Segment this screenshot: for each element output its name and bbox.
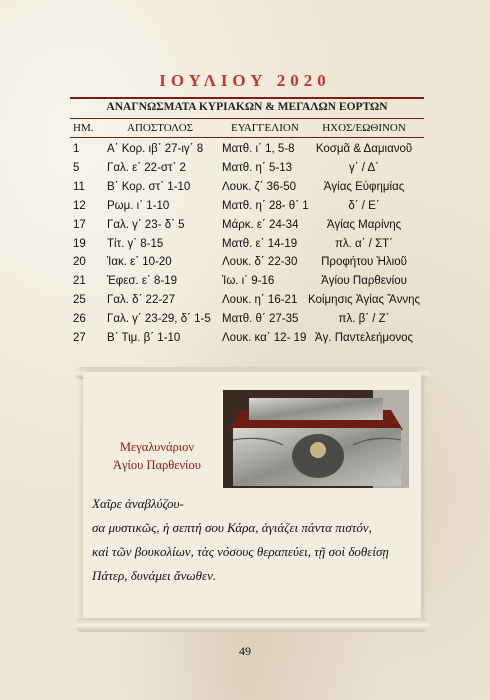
cell-gospel: Ματθ. η΄ 28- θ΄ 1 (222, 199, 309, 212)
cell-gospel: Λουκ. ζ΄ 36-50 (222, 180, 297, 193)
cell-day: 27 (73, 332, 86, 344)
col-header-apostle: ΑΠΟΣΤΟΛΟΣ (127, 122, 194, 134)
cell-echos: πλ. α΄ / ΣΤ΄ (334, 237, 394, 250)
cell-apostle: Γαλ. γ΄ 23- δ΄ 5 (107, 218, 185, 231)
readings-subtitle: ΑΝΑΓΝΩΣΜΑΤΑ ΚΥΡΙΑΚΩΝ & ΜΕΓΑΛΩΝ ΕΟΡΤΩΝ (106, 101, 388, 113)
hymn-line: Χαῖρε ἀναβλύζου- (92, 496, 184, 511)
cell-gospel: Ματθ. ε΄ 14-19 (222, 237, 298, 250)
cell-gospel: Λουκ. κα΄ 12- 19 (222, 332, 307, 344)
month-title: ΙΟΥΛΙΟΥ 2020 (159, 71, 331, 90)
cell-echos: δ΄ / Ε΄ (348, 199, 380, 212)
cell-day: 5 (73, 161, 80, 174)
cell-apostle: Ἰακ. ε΄ 10-20 (107, 256, 172, 269)
cell-echos: Ἁγ. Παντελεήμονος (314, 332, 414, 344)
cell-day: 11 (73, 180, 85, 193)
hymn-title (99, 438, 215, 474)
cell-echos: Κοσμᾶ & Δαμιανοῦ (315, 143, 413, 155)
hymn-text (92, 492, 414, 588)
hymn-line: σα μυστικῶς, ἡ σεπτή σου Κάρα, ἁγιάζει πάντα πιστόν, (92, 520, 372, 535)
cell-apostle: Γαλ. δ΄ 22-27 (107, 294, 175, 307)
cell-apostle: Β΄ Τιμ. β΄ 1-10 (107, 332, 181, 344)
cell-apostle: Ρωμ. ι΄ 1-10 (107, 199, 170, 212)
header-rule (70, 137, 424, 138)
scroll-roll-bottom (75, 618, 429, 632)
hymn-title-line1: Μεγαλυνάριον (119, 440, 195, 454)
col-header-day: ΗΜ. (73, 122, 94, 134)
cell-gospel: Ματθ. ι΄ 1, 5-8 (222, 143, 295, 155)
cell-day: 21 (73, 275, 86, 288)
top-rule (70, 97, 424, 99)
cell-gospel: Μάρκ. ε΄ 24-34 (222, 218, 299, 231)
cell-apostle: Γαλ. ε΄ 22-στ΄ 2 (107, 161, 186, 174)
cell-apostle: Τίτ. γ΄ 8-15 (107, 237, 164, 250)
cell-gospel: Λουκ. δ΄ 22-30 (222, 256, 298, 269)
cell-day: 19 (73, 237, 86, 250)
cell-day: 12 (73, 199, 86, 212)
cell-apostle: Ἐφεσ. ε΄ 8-19 (107, 275, 178, 288)
cell-echos: πλ. β΄ / Ζ΄ (338, 313, 390, 326)
cell-echos: Προφήτου Ἠλιοῦ (321, 256, 407, 269)
hymn-title-line2: Ἁγίου Παρθενίου (113, 458, 201, 472)
cell-gospel: Ματθ. η΄ 5-13 (222, 161, 292, 174)
cell-apostle: Α΄ Κορ. ιβ΄ 27-ιγ΄ 8 (107, 143, 204, 155)
cell-apostle: Γαλ. γ΄ 23-29, δ΄ 1-5 (107, 313, 211, 326)
cell-echos: γ΄ / Δ΄ (348, 161, 380, 174)
hymn-line: καὶ τῶν βουκολίων, τὰς νόσους θεραπεύει, τῇ σοὶ δοθείσῃ (92, 544, 389, 559)
cell-apostle: Β΄ Κορ. στ΄ 1-10 (107, 180, 191, 193)
subtitle-rule (70, 118, 424, 119)
col-header-echos: ΗΧΟΣ/ΕΩΘΙΝΟΝ (322, 122, 406, 134)
cell-echos: Ἁγίου Παρθενίου (321, 275, 407, 288)
cell-gospel: Ἰω. ι΄ 9-16 (222, 275, 275, 288)
cell-gospel: Λουκ. η΄ 16-21 (222, 294, 298, 307)
reliquary-photo (223, 390, 409, 488)
cell-day: 1 (73, 143, 80, 155)
col-header-gospel: ΕΥΑΓΓΕΛΙΟΝ (231, 122, 299, 134)
cell-day: 26 (73, 313, 86, 326)
hymn-line: Πάτερ, δυνάμει ἄνωθεν. (92, 568, 217, 583)
cell-echos: Ἁγίας Εὐφημίας (323, 180, 405, 193)
cell-echos: Ἁγίας Μαρίνης (326, 218, 402, 231)
cell-gospel: Ματθ. θ΄ 27-35 (222, 313, 299, 326)
page-number: 49 (239, 644, 251, 658)
cell-day: 25 (73, 294, 86, 307)
cell-echos: Κοίμησις Ἁγίας Ἄννης (307, 294, 421, 307)
cell-day: 17 (73, 218, 86, 231)
cell-day: 20 (73, 256, 86, 269)
